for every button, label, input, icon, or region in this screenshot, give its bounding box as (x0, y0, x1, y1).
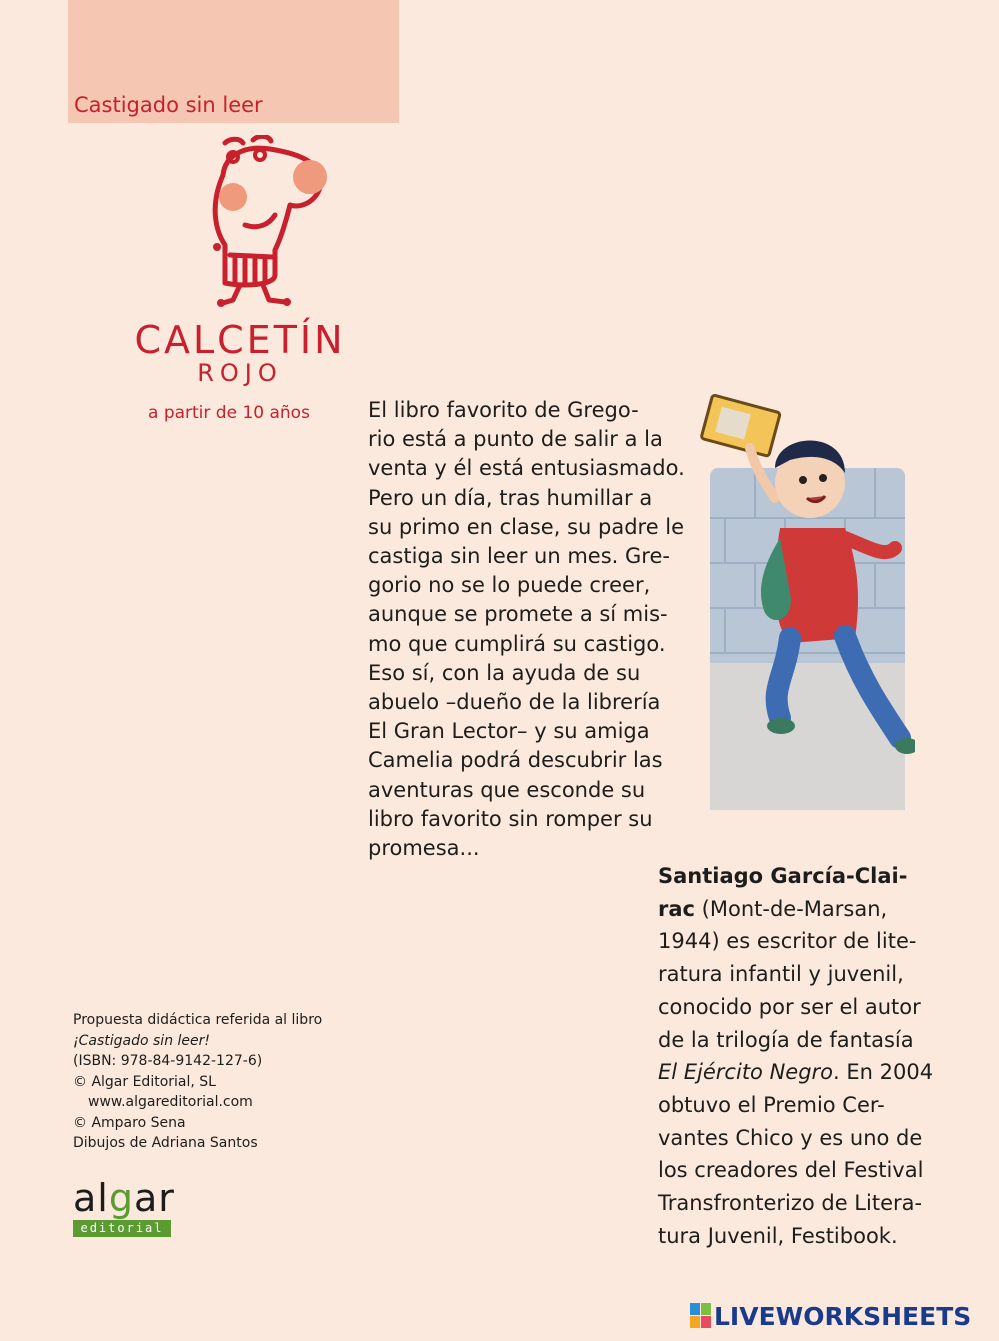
author-line (658, 893, 958, 926)
synopsis-line: gorio no se lo puede creer, (368, 573, 651, 598)
synopsis-line: abuelo –dueño de la librería (368, 690, 661, 715)
author-line: obtuvo el Premio Cer- (658, 1092, 885, 1117)
liveworksheets-icon (690, 1303, 712, 1329)
header-box (68, 0, 399, 123)
synopsis-line: Camelia podrá descubrir las (368, 748, 663, 773)
liveworksheets-text: LIVEWORKSHEETS (714, 1301, 972, 1331)
header-title: Castigado sin leer (74, 93, 263, 117)
synopsis-line: su primo en clase, su padre le (368, 514, 685, 539)
author-line (658, 1056, 958, 1089)
author-line: conocido por ser el autor (658, 994, 921, 1019)
author-name-end: rac (658, 896, 695, 921)
boy-with-book-illustration (695, 388, 915, 818)
author-line-rest: . En 2004 (833, 1060, 934, 1085)
brand-name: CALCETÍN (134, 318, 346, 362)
credits-website: www.algareditorial.com (88, 1094, 253, 1110)
synopsis-line: libro favorito sin romper su (368, 806, 653, 831)
credits (73, 1010, 322, 1154)
synopsis-line: mo que cumplirá su castigo. (368, 631, 666, 656)
liveworksheets-watermark (690, 1300, 971, 1332)
synopsis-line: El libro favorito de Grego- (368, 398, 639, 422)
algar-editorial-bar: editorial (73, 1220, 171, 1237)
synopsis-line: aventuras que esconde su (368, 777, 646, 802)
author-line: los creadores del Festival (658, 1158, 924, 1183)
algar-wordmark: algar (73, 1176, 175, 1220)
synopsis-line: venta y él está entusiasmado. (368, 456, 685, 481)
credits-author: © Amparo Sena (73, 1114, 186, 1131)
synopsis-line: promesa... (368, 836, 480, 861)
brand-subname: ROJO (197, 359, 283, 387)
author-line: 1944) es escritor de lite- (658, 929, 917, 954)
author-line: de la trilogía de fantasía (658, 1027, 914, 1052)
author-line: tura Juvenil, Festibook. (658, 1223, 898, 1248)
credits-isbn: (ISBN: 978-84-9142-127-6) (73, 1053, 263, 1069)
credits-illustrator: Dibujos de Adriana Santos (73, 1135, 258, 1151)
author-bio (658, 860, 958, 1252)
synopsis-line: Pero un día, tras humillar a (368, 485, 653, 510)
synopsis (368, 396, 698, 863)
author-birthplace: (Mont-de-Marsan, (694, 896, 888, 921)
synopsis-line: rio está a punto de salir a la (368, 427, 663, 452)
age-label: a partir de 10 años (148, 403, 310, 423)
credits-book: ¡Castigado sin leer! (73, 1032, 210, 1049)
synopsis-line: aunque se promete a sí mis- (368, 602, 668, 627)
synopsis-line: Eso sí, con la ayuda de su (368, 660, 641, 685)
credits-publisher: © Algar Editorial, SL (73, 1073, 216, 1090)
author-line: Transfronterizo de Litera- (658, 1191, 923, 1216)
author-name: Santiago García-Clai- (658, 864, 908, 888)
collection-brand (120, 320, 360, 386)
synopsis-line: castiga sin leer un mes. Gre- (368, 544, 670, 569)
synopsis-line: El Gran Lector– y su amiga (368, 719, 650, 744)
author-line: vantes Chico y es uno de (658, 1125, 923, 1150)
algar-editorial-logo (73, 1176, 173, 1237)
credits-intro: Propuesta didáctica referida al libro (73, 1012, 323, 1028)
author-line: ratura infantil y juvenil, (658, 962, 904, 987)
red-sock-mascot-icon (185, 135, 345, 310)
book-title: El Ejército Negro (658, 1060, 834, 1085)
